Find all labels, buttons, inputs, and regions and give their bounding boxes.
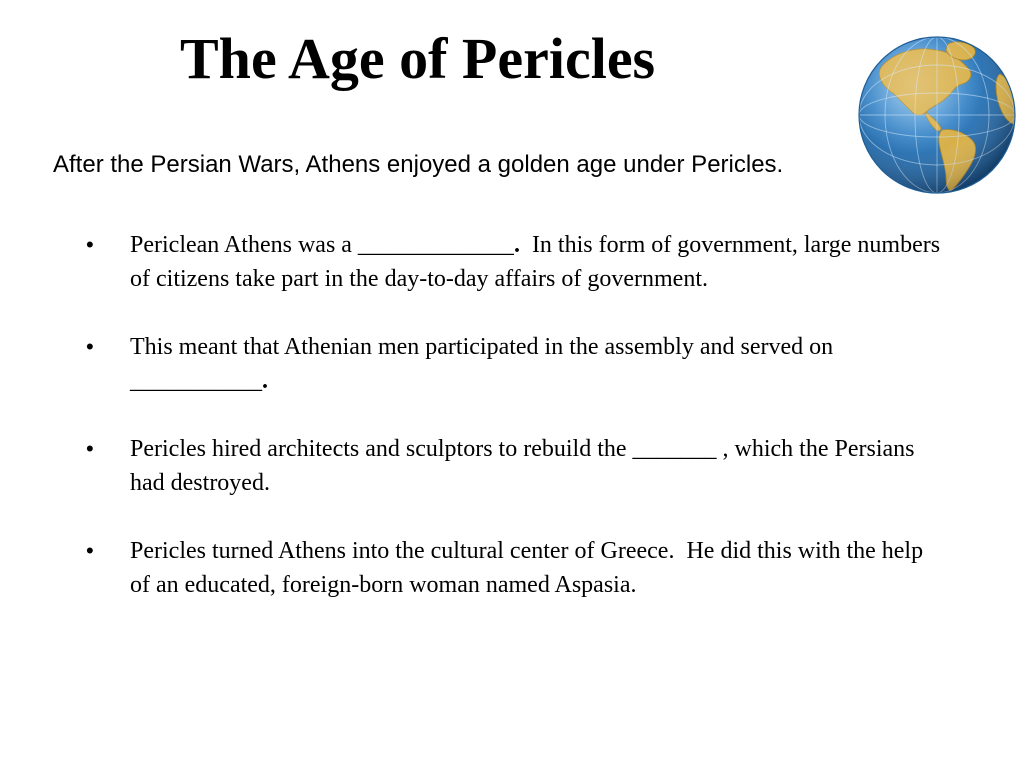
bullet-symbol: • [86, 334, 94, 359]
bullet-text-part: Periclean Athens was a _____________ [130, 232, 514, 258]
bullet-symbol: • [86, 232, 94, 257]
bullet-item [86, 330, 946, 398]
bullet-text [130, 534, 946, 602]
bullet-text [130, 432, 946, 500]
slide-title: The Age of Pericles [180, 26, 656, 91]
bullet-item [86, 534, 946, 602]
bullet-text-emphasis: . [513, 232, 520, 258]
bullet-text [130, 228, 946, 296]
intro-text: After the Persian Wars, Athens enjoyed a golden age under Pericles. [53, 151, 784, 178]
bullet-item [86, 228, 946, 296]
bullet-symbol: • [86, 436, 94, 461]
bullet-text-part: In this form of government, large numbers of citizens take part in the day-to-day affairs of government. [130, 232, 947, 292]
globe-icon [856, 34, 1018, 196]
bullet-text-part: This meant that Athenian men participated in the assembly and served on ___________ [130, 334, 834, 394]
bullet-text-part: Pericles hired architects and sculptors to rebuild the _______ , which the Persians had destroyed. [130, 436, 915, 496]
bullet-symbol: • [86, 538, 94, 563]
bullet-item [86, 432, 946, 500]
bullet-list [86, 228, 946, 636]
bullet-text [130, 330, 946, 398]
bullet-text-emphasis: . [262, 368, 268, 394]
bullet-text-part: Pericles turned Athens into the cultural center of Greece. He did this with the help of an educated, foreign-born woman named Aspasia. [130, 538, 930, 598]
